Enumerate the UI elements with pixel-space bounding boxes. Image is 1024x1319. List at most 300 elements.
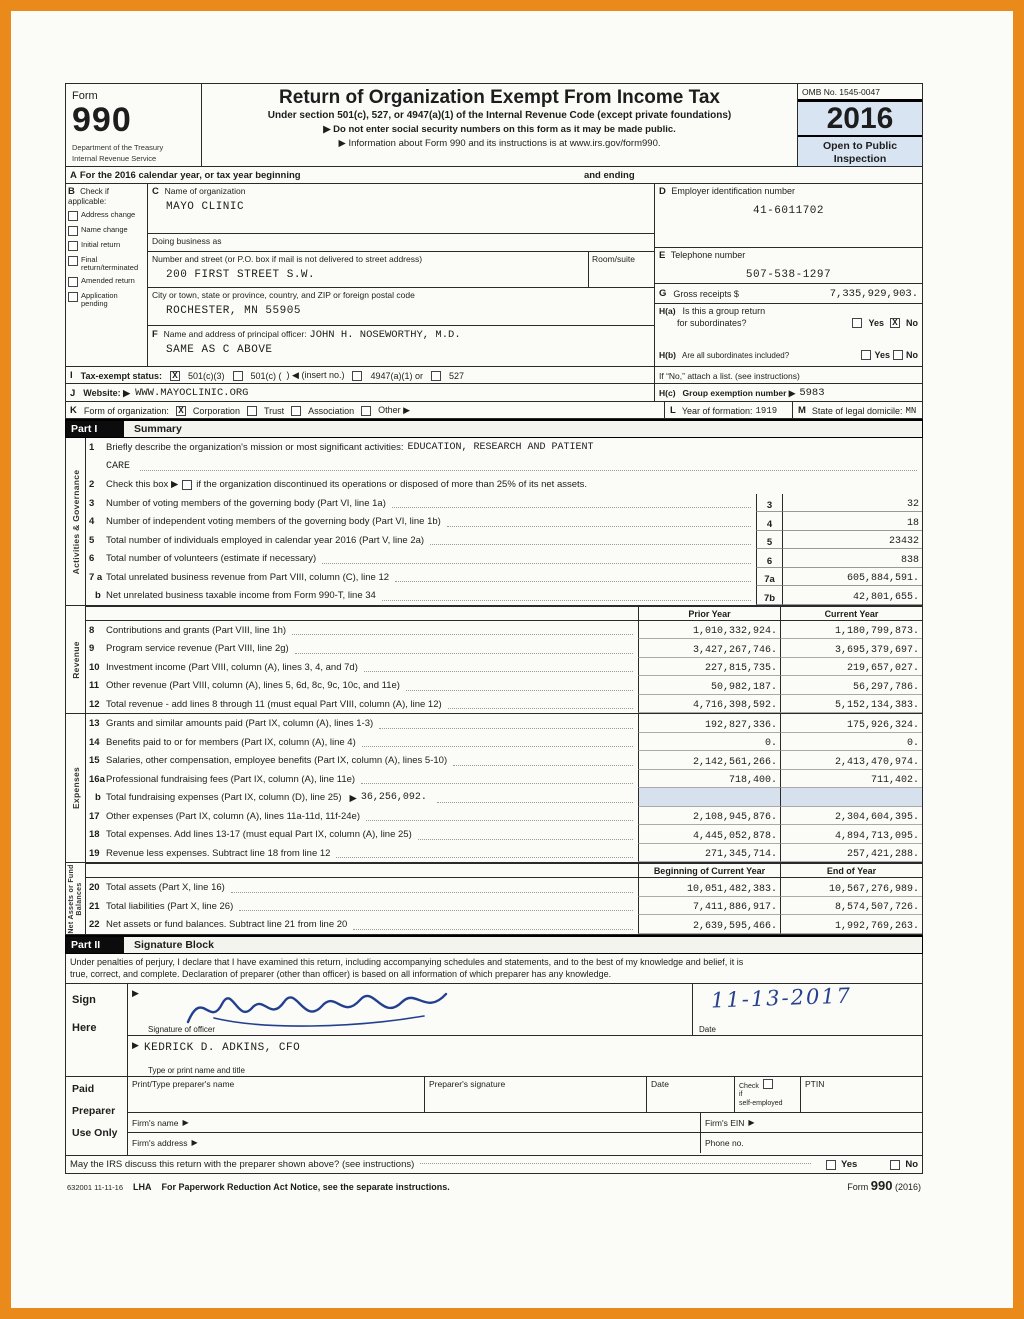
gross-receipts-value[interactable]: 7,335,929,903.: [829, 287, 918, 300]
status-501c3-label: 501(c)(3): [188, 370, 225, 381]
line-20-end: 10,567,276,989.: [780, 878, 922, 897]
discuss-no-checkbox[interactable]: [890, 1160, 900, 1170]
line-17-prior: 2,108,945,876.: [638, 807, 780, 826]
line-16a-prior: 718,400.: [638, 770, 780, 789]
application-pending-checkbox[interactable]: [68, 292, 78, 302]
declaration-line-2: true, correct, and complete. Declaration of preparer (other than officer) is based on all information of which preparer has any knowledge.: [70, 968, 612, 979]
sign-word: Sign: [72, 994, 96, 1007]
line-10-current: 219,657,027.: [780, 658, 922, 677]
form-990: [65, 83, 923, 1193]
line-14-current: 0.: [780, 733, 922, 752]
ptin-field[interactable]: [800, 1077, 922, 1112]
line-7b-value: 42,801,655.: [782, 586, 922, 605]
dotted-leader: [420, 1163, 811, 1164]
dba-row: [148, 234, 654, 252]
block-b-label: Check if applicable:: [68, 187, 110, 207]
org-name-row: [148, 184, 654, 234]
line-17-current: 2,304,604,395.: [780, 807, 922, 826]
line-k-row: [65, 401, 923, 419]
paid-preparer-label: [66, 1077, 128, 1155]
line-19-row: [86, 844, 922, 863]
line-i-prefix: I: [70, 370, 73, 382]
dotted-leader: [239, 897, 633, 912]
line-a: [65, 167, 923, 184]
preparer-row-1: [128, 1077, 922, 1113]
line-22-number: 22: [89, 919, 100, 931]
ein-label: Employer identification number: [671, 186, 795, 197]
line-7b-row: [86, 586, 922, 605]
status-501c3-checkbox[interactable]: [170, 371, 180, 381]
dotted-leader: [292, 621, 633, 636]
website-value[interactable]: WWW.MAYOCLINIC.ORG: [135, 387, 249, 400]
preparer-name-label: Print/Type preparer's name: [132, 1079, 235, 1090]
line-15-row: [86, 751, 922, 770]
hb-label: Are all subordinates included?: [682, 350, 790, 360]
preparer-date-label: Date: [651, 1079, 669, 1090]
line-21-end: 8,574,507,726.: [780, 897, 922, 916]
dept-treasury: Department of the Treasury: [72, 143, 164, 152]
line-7a-refbox: 7a: [756, 568, 782, 587]
status-527-checkbox[interactable]: [431, 371, 441, 381]
status-insert-no: ) ◀ (insert no.): [286, 370, 345, 381]
line-15-label: Salaries, other compensation, employee benefits (Part IX, column (A), lines 5-10): [106, 755, 448, 767]
checkbox-row-initial-return: [68, 241, 145, 251]
form-word: Form: [72, 90, 98, 102]
dotted-leader: [336, 844, 633, 859]
line-10-number: 10: [89, 661, 100, 673]
firm-ein-label: Firm's EIN: [705, 1117, 745, 1128]
self-employed-checkbox[interactable]: [763, 1079, 773, 1089]
part-i-title: Summary: [134, 423, 182, 436]
line-4-row: [86, 512, 922, 531]
ein-phone-column: [654, 184, 922, 366]
line-16b-arrow-icon: ▶: [349, 793, 357, 805]
identification-block: [65, 184, 923, 366]
org-name-label: Name of organization: [164, 186, 246, 197]
firm-name-arrow-icon: ▶: [182, 1117, 189, 1127]
line-j-row: [65, 383, 923, 401]
open-to-public: [798, 137, 922, 166]
line-3-row: [86, 494, 922, 513]
irs-label: Internal Revenue Service: [72, 153, 157, 163]
line-3-number: 3: [89, 497, 95, 509]
line-7a-number: 7 a: [89, 571, 103, 583]
line-8-prior: 1,010,332,924.: [638, 621, 780, 640]
line-4-value: 18: [782, 512, 922, 531]
line-11-number: 11: [89, 680, 100, 692]
domicile-label: State of legal domicile:: [811, 405, 903, 416]
dotted-leader: [361, 770, 633, 785]
preparer-signature-field[interactable]: [424, 1077, 646, 1112]
part-ii-bar: [65, 935, 923, 954]
dotted-leader: [353, 915, 633, 930]
declaration-line-1: Under penalties of perjury, I declare that I have examined this return, including accompanying schedules and statements, and to the best of my knowledge and belief, it is: [70, 956, 744, 967]
line-5-label: Total number of individuals employed in calendar year 2016 (Part V, line 2a): [106, 534, 425, 546]
line-j-prefix: J: [70, 387, 76, 399]
dotted-leader: [448, 695, 633, 710]
hc-prefix: H(c): [659, 388, 676, 399]
footer-form-id: [847, 1178, 921, 1193]
status-501c-checkbox[interactable]: [233, 371, 243, 381]
line-10-label: Investment income (Part VIII, column (A), lines 3, 4, and 7d): [106, 661, 358, 673]
part-i-bar: [65, 419, 923, 438]
block-e-prefix: E: [659, 250, 666, 262]
line-4-refbox: 4: [756, 512, 782, 531]
line-12-current: 5,152,134,383.: [780, 695, 922, 714]
block-f-prefix: F: [152, 329, 158, 341]
line-13-current: 175,926,324.: [780, 714, 922, 733]
line-15-current: 2,413,470,974.: [780, 751, 922, 770]
block-d-prefix: D: [659, 186, 666, 198]
officer-typed-name[interactable]: KEDRICK D. ADKINS, CFO: [144, 1042, 301, 1055]
dotted-leader: [364, 658, 633, 673]
line-k-prefix: K: [70, 405, 77, 417]
line-16b-current-shaded: [780, 788, 922, 807]
line-20-number: 20: [89, 882, 100, 894]
tax-exempt-label: Tax-exempt status:: [80, 370, 162, 381]
city-value[interactable]: ROCHESTER, MN 55905: [166, 305, 301, 318]
line-9-number: 9: [89, 643, 95, 655]
line-11-prior: 50,982,187.: [638, 676, 780, 695]
line-19-number: 19: [89, 847, 100, 859]
line-22-row: [86, 915, 922, 934]
form-org-label: Form of organization:: [83, 405, 169, 416]
line-12-row: [86, 695, 922, 714]
footer-form-year: (2016): [894, 1182, 921, 1193]
checkbox-row-name-change: [68, 226, 145, 236]
side-label-net-assets: [66, 863, 86, 934]
line-a-text: For the 2016 calendar year, or tax year beginning: [79, 170, 301, 182]
line-1-row: [86, 438, 922, 457]
final-return-label: Final return/terminated: [81, 255, 139, 273]
dotted-leader: [379, 714, 633, 729]
dotted-leader: [295, 639, 633, 654]
name-arrow-icon: ▶: [132, 1040, 139, 1051]
dba-label: Doing business as: [152, 236, 222, 247]
beginning-year-header: Beginning of Current Year: [638, 864, 780, 877]
check-if-applicable-column: [66, 184, 148, 366]
line-5-value: 23432: [782, 531, 922, 550]
checkbox-row-final-return: [68, 256, 145, 272]
paperwork-notice: For Paperwork Reduction Act Notice, see the separate instructions.: [161, 1182, 450, 1193]
scanned-page: [11, 11, 1013, 1308]
end-year-header: End of Year: [780, 864, 922, 877]
line-11-row: [86, 676, 922, 695]
preparer-date-field[interactable]: [646, 1077, 734, 1112]
line-12-label: Total revenue - add lines 8 through 11 (must equal Part VIII, column (A), line 12): [106, 698, 442, 710]
formation-value[interactable]: 1919: [755, 405, 778, 416]
line-5-row: [86, 531, 922, 550]
footer-form-word: Form: [847, 1182, 869, 1193]
ha-label-2: for subordinates?: [677, 318, 747, 329]
name-change-checkbox[interactable]: [68, 226, 78, 236]
hc-value[interactable]: 5983: [799, 387, 825, 400]
organization-column: [148, 184, 654, 366]
line-17-label: Other expenses (Part IX, column (A), lines 11a-11d, 11f-24e): [106, 810, 360, 822]
line-13-prior: 192,827,336.: [638, 714, 780, 733]
line-m-prefix: M: [798, 405, 806, 417]
phone-no-field[interactable]: [700, 1133, 922, 1153]
mission-value-2[interactable]: CARE: [106, 460, 131, 472]
status-4947-label: 4947(a)(1) or: [370, 370, 423, 381]
line-1-number: 1: [89, 442, 95, 454]
firm-ein-field[interactable]: [700, 1113, 922, 1132]
line-6-row: [86, 549, 922, 568]
line-16a-label: Professional fundraising fees (Part IX, column (A), line 11e): [106, 773, 356, 785]
line-3-label: Number of voting members of the governing body (Part VI, line 1a): [106, 497, 386, 509]
net-assets-group: [65, 863, 923, 935]
street-value[interactable]: 200 FIRST STREET S.W.: [166, 269, 316, 282]
hb-no-checkbox[interactable]: [893, 350, 903, 360]
officer-name-value[interactable]: JOHN H. NOSEWORTHY, M.D.: [309, 329, 461, 342]
initial-return-checkbox[interactable]: [68, 241, 78, 251]
line-4-number: 4: [89, 516, 95, 528]
line-12-number: 12: [89, 698, 100, 710]
line-13-row: [86, 714, 922, 733]
ptin-label: PTIN: [805, 1079, 825, 1090]
association-label: Association: [308, 405, 355, 416]
preparer-word: Preparer: [72, 1105, 116, 1118]
line-18-row: [86, 825, 922, 844]
line-2-post-label: if the organization discontinued its operations or disposed of more than 25% of its net assets.: [196, 479, 588, 491]
principal-officer-row: [148, 326, 654, 366]
side-label-expenses: [66, 714, 86, 862]
name-change-label: Name change: [81, 225, 128, 235]
checkbox-row-address-change: [68, 211, 145, 221]
line-16a-current: 711,402.: [780, 770, 922, 789]
if-label: if: [739, 1091, 743, 1099]
handwritten-signature: [174, 978, 474, 1036]
preparer-name-field[interactable]: [128, 1077, 424, 1112]
ha-no-checkbox[interactable]: [890, 318, 900, 328]
dotted-leader: [382, 586, 751, 601]
status-4947-checkbox[interactable]: [352, 371, 362, 381]
line-21-row: [86, 897, 922, 916]
discuss-yes-label: Yes: [840, 1159, 858, 1171]
governance-vertical-label: Activities & Governance: [70, 469, 81, 574]
trust-label: Trust: [263, 405, 285, 416]
line-8-current: 1,180,799,873.: [780, 621, 922, 640]
line-9-row: [86, 639, 922, 658]
line-7b-refbox: 7b: [756, 586, 782, 605]
line-12-prior: 4,716,398,592.: [638, 695, 780, 714]
line-4-label: Number of independent voting members of the governing body (Part VI, line 1b): [106, 516, 441, 528]
omb-number: OMB No. 1545-0047: [802, 87, 880, 97]
line-7a-label: Total unrelated business revenue from Part VIII, column (C), line 12: [106, 571, 390, 583]
hb-note-cell: [654, 367, 922, 383]
corporation-checkbox[interactable]: [176, 406, 186, 416]
date-caption: Date: [699, 1025, 716, 1035]
current-year-header: Current Year: [780, 607, 922, 620]
type-print-caption: Type or print name and title: [148, 1066, 245, 1076]
org-name-value[interactable]: MAYO CLINIC: [166, 201, 245, 214]
line-13-label: Grants and similar amounts paid (Part IX, column (A), lines 1-3): [106, 718, 374, 730]
dotted-leader: [447, 512, 751, 527]
gross-receipts-label: Gross receipts $: [673, 288, 739, 299]
signature-of-officer-caption: Signature of officer: [148, 1025, 216, 1035]
expenses-vertical-label: Expenses: [70, 767, 81, 810]
amended-return-checkbox[interactable]: [68, 277, 78, 287]
line-8-row: [86, 621, 922, 640]
line-16b-value: 36,256,092.: [360, 792, 427, 804]
other-org-label: Other ▶: [378, 405, 411, 416]
omb-year-block: [798, 84, 922, 166]
tax-year: 2016: [798, 99, 922, 137]
phone-value[interactable]: 507-538-1297: [745, 269, 832, 282]
officer-signature-field[interactable]: [144, 984, 692, 1035]
signature-date-field[interactable]: [692, 984, 922, 1035]
side-label-revenue: [66, 606, 86, 714]
discuss-yes-checkbox[interactable]: [826, 1160, 836, 1170]
trust-checkbox[interactable]: [247, 406, 257, 416]
ha-yes-checkbox[interactable]: [852, 318, 862, 328]
website-label: Website: ▶: [83, 387, 131, 398]
checkbox-row-application-pending: [68, 292, 145, 308]
hb-yes-checkbox[interactable]: [861, 350, 871, 360]
self-employed-cell: [734, 1077, 800, 1112]
line-2-row: [86, 475, 922, 494]
line-21-begin: 7,411,886,917.: [638, 897, 780, 916]
line-19-current: 257,421,288.: [780, 844, 922, 863]
line-11-current: 56,297,786.: [780, 676, 922, 695]
open-public-line2: Inspection: [833, 153, 887, 166]
ha-no-x: X: [892, 318, 898, 329]
year-of-formation-cell: [664, 402, 792, 418]
officer-address-value[interactable]: SAME AS C ABOVE: [166, 344, 273, 357]
line-6-number: 6: [89, 553, 95, 565]
form-number: 990: [72, 101, 132, 139]
street-row: [148, 252, 654, 288]
irs-discuss-text: May the IRS discuss this return with the preparer shown above? (see instructions): [70, 1159, 415, 1171]
footer-code: 632001 11-11-16: [67, 1183, 124, 1193]
line-3-refbox: 3: [756, 494, 782, 513]
phone-label: Telephone number: [670, 250, 746, 261]
line-2-number: 2: [89, 479, 95, 491]
here-word: Here: [72, 1022, 97, 1035]
line-16a-number: 16a: [89, 773, 105, 785]
line-18-current: 4,894,713,095.: [780, 825, 922, 844]
part-ii-badge: Part II: [66, 937, 124, 953]
discontinued-checkbox[interactable]: [182, 480, 192, 490]
dotted-leader: [406, 676, 633, 691]
footer-lha: LHA: [133, 1182, 152, 1193]
paid-preparer-block: [65, 1077, 923, 1156]
ha-no-label: No: [906, 318, 918, 329]
dotted-leader: [395, 568, 751, 583]
amended-return-label: Amended return: [81, 276, 135, 285]
room-suite-cell: [588, 252, 654, 287]
formation-label: Year of formation:: [681, 405, 753, 416]
line-1-row-2: [86, 457, 922, 476]
other-org-checkbox[interactable]: [361, 406, 371, 416]
final-return-checkbox[interactable]: [68, 256, 78, 266]
line-7a-value: 605,884,591.: [782, 568, 922, 587]
line-20-label: Total assets (Part X, line 16): [106, 882, 225, 894]
dotted-leader: [362, 733, 633, 748]
line-19-prior: 271,345,714.: [638, 844, 780, 863]
hb-row: [655, 344, 922, 366]
net-assets-vertical-label: Net Assets or Fund Balances: [67, 863, 83, 934]
line-7b-number: b: [95, 590, 101, 602]
line-14-prior: 0.: [638, 733, 780, 752]
dotted-leader: [392, 494, 751, 509]
firm-name-field[interactable]: [128, 1113, 700, 1132]
ein-row: [655, 184, 922, 248]
dotted-leader: [430, 531, 751, 546]
ein-value[interactable]: 41-6011702: [752, 205, 824, 218]
line-18-prior: 4,445,052,878.: [638, 825, 780, 844]
line-20-begin: 10,051,482,383.: [638, 878, 780, 897]
domicile-value[interactable]: MN: [905, 405, 917, 416]
line-11-label: Other revenue (Part VIII, column (A), lines 5, 6d, 8c, 9c, 10c, and 11e): [106, 680, 400, 692]
part-ii-title: Signature Block: [134, 938, 214, 951]
form-title: Return of Organization Exempt From Income Tax: [279, 87, 720, 108]
hb-note: If “No,” attach a list. (see instructions): [659, 370, 800, 381]
line-16b-prior-shaded: [638, 788, 780, 807]
line-10-row: [86, 658, 922, 677]
dotted-leader: [322, 549, 751, 564]
line-20-row: [86, 878, 922, 897]
association-checkbox[interactable]: [291, 406, 301, 416]
line-14-row: [86, 733, 922, 752]
line-9-current: 3,695,379,697.: [780, 639, 922, 658]
line-16b-number: b: [95, 792, 101, 804]
hc-label: Group exemption number ▶: [682, 387, 796, 398]
form-number-block: [66, 84, 202, 166]
line-18-number: 18: [89, 829, 100, 841]
block-g-prefix: G: [659, 288, 667, 300]
officer-label: Name and address of principal officer:: [163, 329, 307, 340]
line-3-value: 32: [782, 494, 922, 513]
tax-exempt-status: [66, 367, 654, 383]
initial-return-label: Initial return: [81, 240, 121, 250]
firm-address-label: Firm's address: [132, 1138, 188, 1149]
side-label-governance: [66, 438, 86, 605]
hb-yes-label: Yes: [874, 350, 890, 361]
line-22-begin: 2,639,595,466.: [638, 915, 780, 934]
status-501c-label: 501(c) (: [250, 370, 282, 381]
line-7a-row: [86, 568, 922, 587]
title-block: [202, 84, 798, 166]
line-5-refbox: 5: [756, 531, 782, 550]
officer-signature-row: [128, 984, 922, 1036]
dotted-leader: [418, 825, 633, 840]
governance-group: [65, 438, 923, 606]
form-footer: [65, 1174, 923, 1193]
preparer-signature-label: Preparer's signature: [429, 1079, 506, 1090]
gross-receipts-row: [655, 284, 922, 304]
footer-form-number: 990: [870, 1178, 893, 1194]
line-14-label: Benefits paid to or for members (Part IX, column (A), line 4): [106, 736, 356, 748]
line-a-ending: and ending: [583, 170, 635, 182]
firm-address-field[interactable]: [128, 1133, 700, 1153]
mission-value-1[interactable]: EDUCATION, RESEARCH AND PATIENT: [407, 442, 594, 454]
handwritten-date: 11-13-2017: [710, 983, 853, 1013]
line-6-label: Total number of volunteers (estimate if necessary): [106, 553, 317, 565]
application-pending-label: Application pending: [81, 291, 118, 308]
line-1-label: Briefly describe the organization's mission or most significant activities:: [106, 442, 404, 454]
ha-yes-label: Yes: [868, 318, 884, 329]
form-of-organization: [66, 402, 664, 418]
expenses-group: [65, 714, 923, 863]
firm-ein-arrow-icon: ▶: [748, 1117, 755, 1127]
block-b-prefix: B: [68, 186, 75, 198]
line-18-label: Total expenses. Add lines 13-17 (must equal Part IX, column (A), line 25): [106, 829, 412, 841]
line-2-pre-label: Check this box ▶: [106, 479, 179, 491]
line-15-prior: 2,142,561,266.: [638, 751, 780, 770]
state-domicile-cell: [792, 402, 922, 418]
address-change-checkbox[interactable]: [68, 211, 78, 221]
